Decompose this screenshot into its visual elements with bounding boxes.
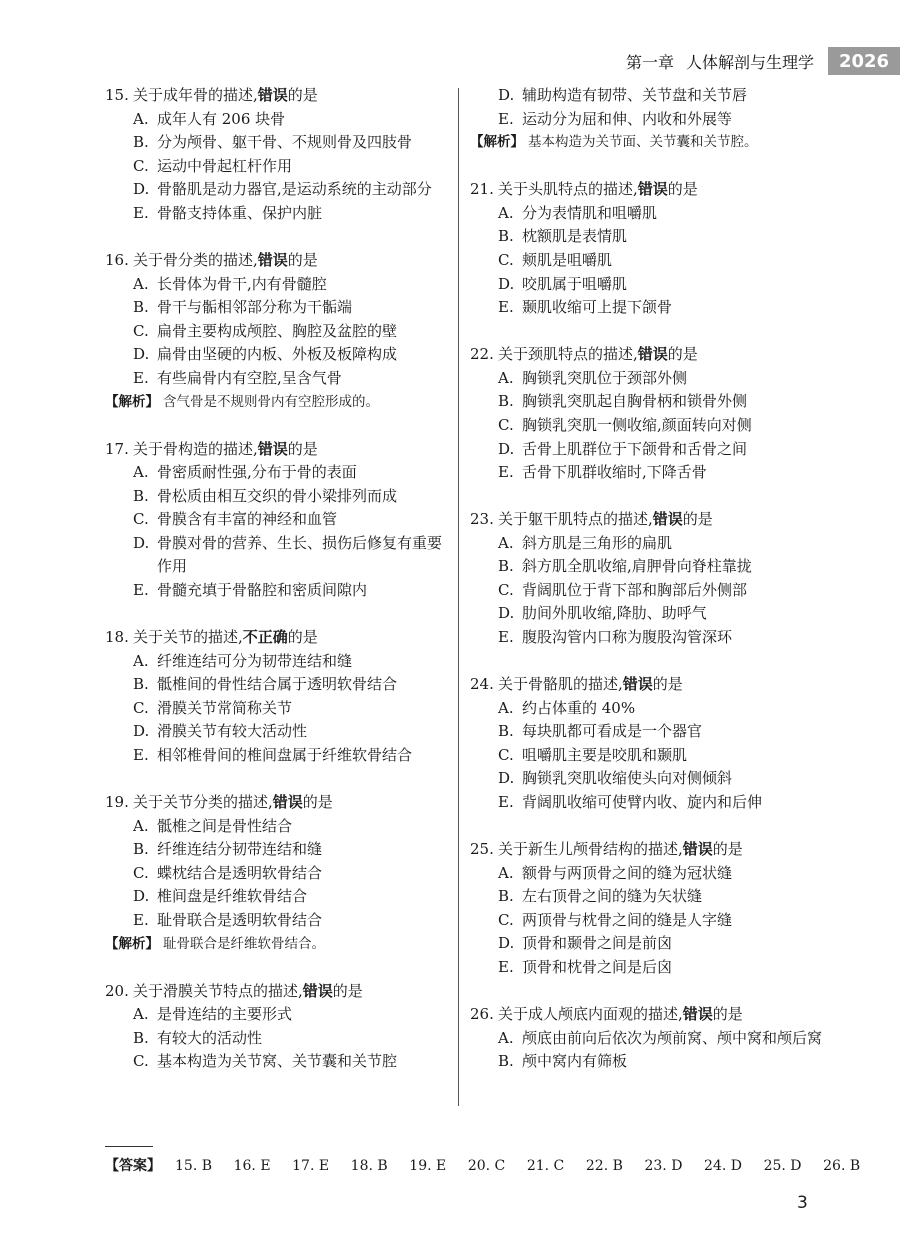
question-stem [105,980,450,1004]
stem-text: 关于成人颅底内面观的描述,错误的是 [498,1004,743,1023]
answer-item: 24. D [704,1158,742,1174]
answer-item: 19. E [409,1158,447,1174]
question-stem [470,838,830,862]
stem-keyword: 错误 [257,86,288,104]
option-b: B. 骶椎间的骨性结合属于透明软骨结合 [133,675,398,694]
question-stem [105,84,450,108]
option-d: D. 扁骨由坚硬的内板、外板及板障构成 [133,345,398,364]
option-a: A. 是骨连结的主要形式 [133,1005,293,1024]
option-e: E. 相邻椎骨间的椎间盘属于纤维软骨结合 [133,746,413,765]
question-stem [470,673,830,697]
right-column [470,84,830,1074]
option-e: E. 顶骨和枕骨之间是后囟 [498,957,673,976]
stem-keyword: 错误 [637,345,668,364]
option-c: C. 运动中骨起杠杆作用 [133,156,293,175]
option-c: C. 滑膜关节常简称关节 [133,698,293,717]
option-b: B. 骨干与骺相邻部分称为干骺端 [133,298,353,317]
stem-keyword: 错误 [637,180,668,199]
analysis-note: 【解析】 含气骨是不规则骨内有空腔形成的。 [105,393,379,410]
option-e: E. 颞肌收缩可上提下颌骨 [498,298,673,317]
option-b: B. 颅中窝内有筛板 [498,1052,628,1071]
question-22 [470,343,830,485]
option-b: B. 左右顶骨之间的缝为矢状缝 [498,887,703,906]
option-e: E. 运动分为屈和伸、内收和外展等 [498,109,733,128]
question-number: 15. [105,86,129,104]
option-d: D. 骨骼肌是动力器官,是运动系统的主动部分 [133,180,432,199]
stem-keyword: 错误 [257,439,288,458]
option-d: D. 顶骨和颞骨之间是前囟 [498,934,673,953]
question-number: 17. [105,439,129,458]
question-16 [105,249,450,414]
answer-key [105,1155,882,1177]
stem-text: 关于头肌特点的描述,错误的是 [498,180,698,199]
option-c: C. 颊肌是咀嚼肌 [498,250,613,269]
option-e: E. 背阔肌收缩可使臂内收、旋内和后伸 [498,793,763,811]
question-number: 23. [470,510,494,529]
question-stem [470,508,830,532]
stem-text: 关于骨骼肌的描述,错误的是 [498,675,683,694]
answer-item: 25. D [763,1158,802,1174]
question-stem [105,438,450,462]
option-b: B. 有较大的活动性 [133,1028,263,1047]
answer-item: 16. E [233,1158,271,1174]
stem-keyword: 错误 [302,981,333,1000]
option-b: B. 每块肌都可看成是一个器官 [498,722,703,741]
stem-text: 关于关节分类的描述,错误的是 [133,793,333,811]
option-a: A. 分为表情肌和咀嚼肌 [498,203,658,222]
answer-item: 26. B [823,1158,861,1174]
option-d: D. 滑膜关节有较大活动性 [133,722,308,741]
answer-item: 21. C [526,1158,565,1174]
option-d: D. 辅助构造有韧带、关节盘和关节唇 [498,86,748,104]
question-stem [470,1003,830,1027]
stem-text: 关于骨构造的描述,错误的是 [133,439,318,458]
question-number: 19. [105,793,129,811]
question-20 [105,980,450,1074]
question-number: 25. [470,839,494,858]
question-21 [470,178,830,320]
chapter-name: 人体解剖与生理学 [685,52,814,72]
question-18 [105,626,450,768]
option-c: C. 骨膜含有丰富的神经和血管 [133,510,338,529]
stem-keyword: 不正确 [242,628,288,647]
stem-text: 关于躯干肌特点的描述,错误的是 [498,510,713,529]
option-b: B. 斜方肌全肌收缩,肩胛骨向脊柱靠拢 [498,557,752,576]
option-c: C. 咀嚼肌主要是咬肌和颞肌 [498,745,688,764]
option-a: A. 长骨体为骨干,内有骨髓腔 [133,274,327,293]
analysis-note: 【解析】 耻骨联合是纤维软骨结合。 [105,935,325,952]
answer-item: 22. B [585,1158,623,1174]
answer-item: 18. B [350,1158,388,1174]
running-header [626,47,900,75]
option-e: E. 有些扁骨内有空腔,呈含气骨 [133,368,342,387]
question-19 [105,791,450,956]
stem-keyword: 错误 [682,1004,713,1023]
stem-text: 关于新生儿颅骨结构的描述,错误的是 [498,839,743,858]
stem-keyword: 错误 [272,793,303,811]
option-b: B. 纤维连结分韧带连结和缝 [133,840,323,859]
answer-label: 【答案】 [105,1158,161,1174]
chapter-number: 第一章 [625,52,674,72]
option-a: A. 约占体重的 40% [498,698,636,717]
question-number: 22. [470,345,494,364]
option-c: C. 两顶骨与枕骨之间的缝是人字缝 [498,910,733,929]
question-stem [105,626,450,650]
question-15 [105,84,450,226]
option-a: A. 骶椎之间是骨性结合 [133,816,293,835]
option-c: C. 胸锁乳突肌一侧收缩,颜面转向对侧 [498,415,752,434]
option-d: D. 舌骨上肌群位于下颌骨和舌骨之间 [498,439,748,458]
option-e: E. 骨髓充填于骨骼腔和密质间隙内 [133,581,368,600]
answer-item: 20. C [467,1158,506,1174]
analysis-note: 【解析】 基本构造为关节面、关节囊和关节腔。 [470,134,758,151]
question-17 [105,438,450,603]
stem-text: 关于关节的描述,不正确的是 [133,628,318,647]
stem-text: 关于颈肌特点的描述,错误的是 [498,345,698,364]
stem-text: 关于成年骨的描述,错误的是 [133,86,318,104]
option-d: D. 咬肌属于咀嚼肌 [498,274,628,293]
option-e: E. 腹股沟管内口称为腹股沟管深环 [498,628,733,647]
stem-text: 关于滑膜关节特点的描述,错误的是 [133,981,363,1000]
question-number: 26. [470,1004,494,1023]
question-25 [470,838,830,980]
option-a: A. 成年人有 206 块骨 [133,109,286,128]
answer-item: 15. B [175,1158,213,1174]
option-c: C. 基本构造为关节窝、关节囊和关节腔 [133,1052,398,1071]
chapter-title [626,50,814,73]
question-23 [470,508,830,650]
question-stem [105,249,450,273]
option-a: A. 斜方肌是三角形的扁肌 [498,533,673,552]
question-stem [105,791,450,815]
question-number: 20. [105,981,129,1000]
answer-item: 17. E [292,1158,330,1174]
answer-divider [105,1146,153,1147]
option-d: D. 椎间盘是纤维软骨结合 [133,887,308,906]
option-b: B. 枕额肌是表情肌 [498,227,628,246]
left-column [105,84,450,1074]
question-number: 24. [470,675,494,694]
question-number: 16. [105,250,129,269]
option-b: B. 胸锁乳突肌起自胸骨柄和锁骨外侧 [498,392,748,411]
stem-text: 关于骨分类的描述,错误的是 [133,250,318,269]
question-stem [470,343,830,367]
question-stem [470,178,830,202]
column-divider [458,88,459,1106]
option-b: B. 分为颅骨、躯干骨、不规则骨及四肢骨 [133,133,413,152]
year-badge: 2026 [828,47,900,75]
option-a: A. 颅底由前向后依次为颅前窝、颅中窝和颅后窝 [498,1028,823,1047]
option-b: B. 骨松质由相互交织的骨小梁排列而成 [133,486,398,505]
option-a: A. 纤维连结可分为韧带连结和缝 [133,651,353,670]
question-24 [470,673,830,815]
stem-keyword: 错误 [622,675,653,694]
option-c: C. 蝶枕结合是透明软骨结合 [133,863,323,882]
question-26 [470,1003,830,1074]
option-e: E. 耻骨联合是透明软骨结合 [133,910,323,929]
option-a: A. 骨密质耐性强,分布于骨的表面 [133,463,357,482]
option-d: D. 肋间外肌收缩,降肋、助呼气 [498,604,707,623]
option-d: D. 胸锁乳突肌收缩使头向对侧倾斜 [498,769,733,788]
question-number: 18. [105,628,129,647]
option-e: E. 舌骨下肌群收缩时,下降舌骨 [498,463,707,482]
option-e: E. 骨骼支持体重、保护内脏 [133,203,323,222]
stem-keyword: 错误 [257,250,288,269]
question-20-continued [470,84,830,155]
option-c: C. 扁骨主要构成颅腔、胸腔及盆腔的壁 [133,321,398,340]
option-d: D. 骨膜对骨的营养、生长、损伤后修复有重要作用 [133,533,443,576]
question-number: 21. [470,180,494,199]
option-c: C. 背阔肌位于背下部和胸部后外侧部 [498,580,748,599]
answer-item: 23. D [644,1158,683,1174]
stem-keyword: 错误 [652,510,683,529]
option-a: A. 胸锁乳突肌位于颈部外侧 [498,368,688,387]
page-number: 3 [797,1193,808,1213]
stem-keyword: 错误 [682,839,713,858]
option-a: A. 额骨与两顶骨之间的缝为冠状缝 [498,863,733,882]
